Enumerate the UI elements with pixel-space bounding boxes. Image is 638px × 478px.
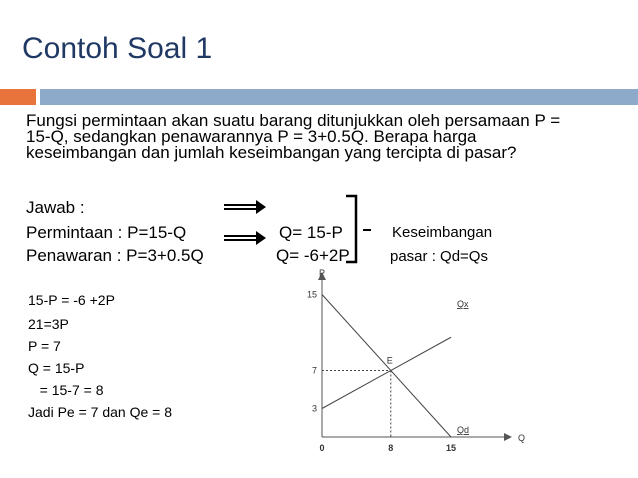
y-tick-label: 3 — [311, 403, 317, 414]
series-label-qd: Qd — [457, 425, 470, 435]
series-line-qx — [322, 337, 451, 408]
series-line-qd — [322, 295, 451, 438]
x-axis-label: Q — [518, 433, 526, 443]
step-6: Jadi Pe = 7 dan Qe = 8 — [28, 404, 172, 420]
question-text: Fungsi permintaan akan suatu barang ditunjukkan oleh persamaan P = 15-Q, sedangkan penawarannya P = 3+0.5Q. Berapa harga keseimbangan dan jumlah keseimbangan yang tercipta di pasar? — [26, 111, 561, 162]
y-axis-label: P — [319, 268, 326, 278]
y-tick-label: 15 — [306, 289, 317, 300]
supply-function: Penawaran : P=3+0.5Q — [26, 246, 204, 265]
y-tick-label: 7 — [311, 365, 317, 376]
step-5: = 15-7 = 8 — [28, 382, 104, 398]
step-1: 15-P = -6 +2P — [28, 292, 115, 308]
equilibrium-label: E — [386, 355, 393, 366]
step-3: P = 7 — [28, 338, 61, 354]
equilibrium-text-2: pasar : Qd=Qs — [390, 248, 488, 265]
step-4: Q = 15-P — [28, 360, 85, 376]
x-tick-label: 15 — [445, 443, 457, 453]
series-label-qx: Qx — [457, 299, 469, 309]
equilibrium-text-1: Keseimbangan — [392, 224, 493, 241]
x-tick-label: 0 — [319, 443, 325, 453]
x-axis-arrow-icon — [504, 433, 512, 441]
demand-quantity: Q= 15-P — [279, 223, 343, 242]
x-tick-label: 8 — [388, 443, 394, 453]
step-2: 21=3P — [28, 316, 69, 332]
demand-function: Permintaan : P=15-Q — [26, 223, 187, 242]
supply-quantity: Q= -6+2P — [276, 246, 350, 265]
answer-label: Jawab : — [26, 198, 85, 217]
slide-title: Contoh Soal 1 — [22, 32, 213, 65]
